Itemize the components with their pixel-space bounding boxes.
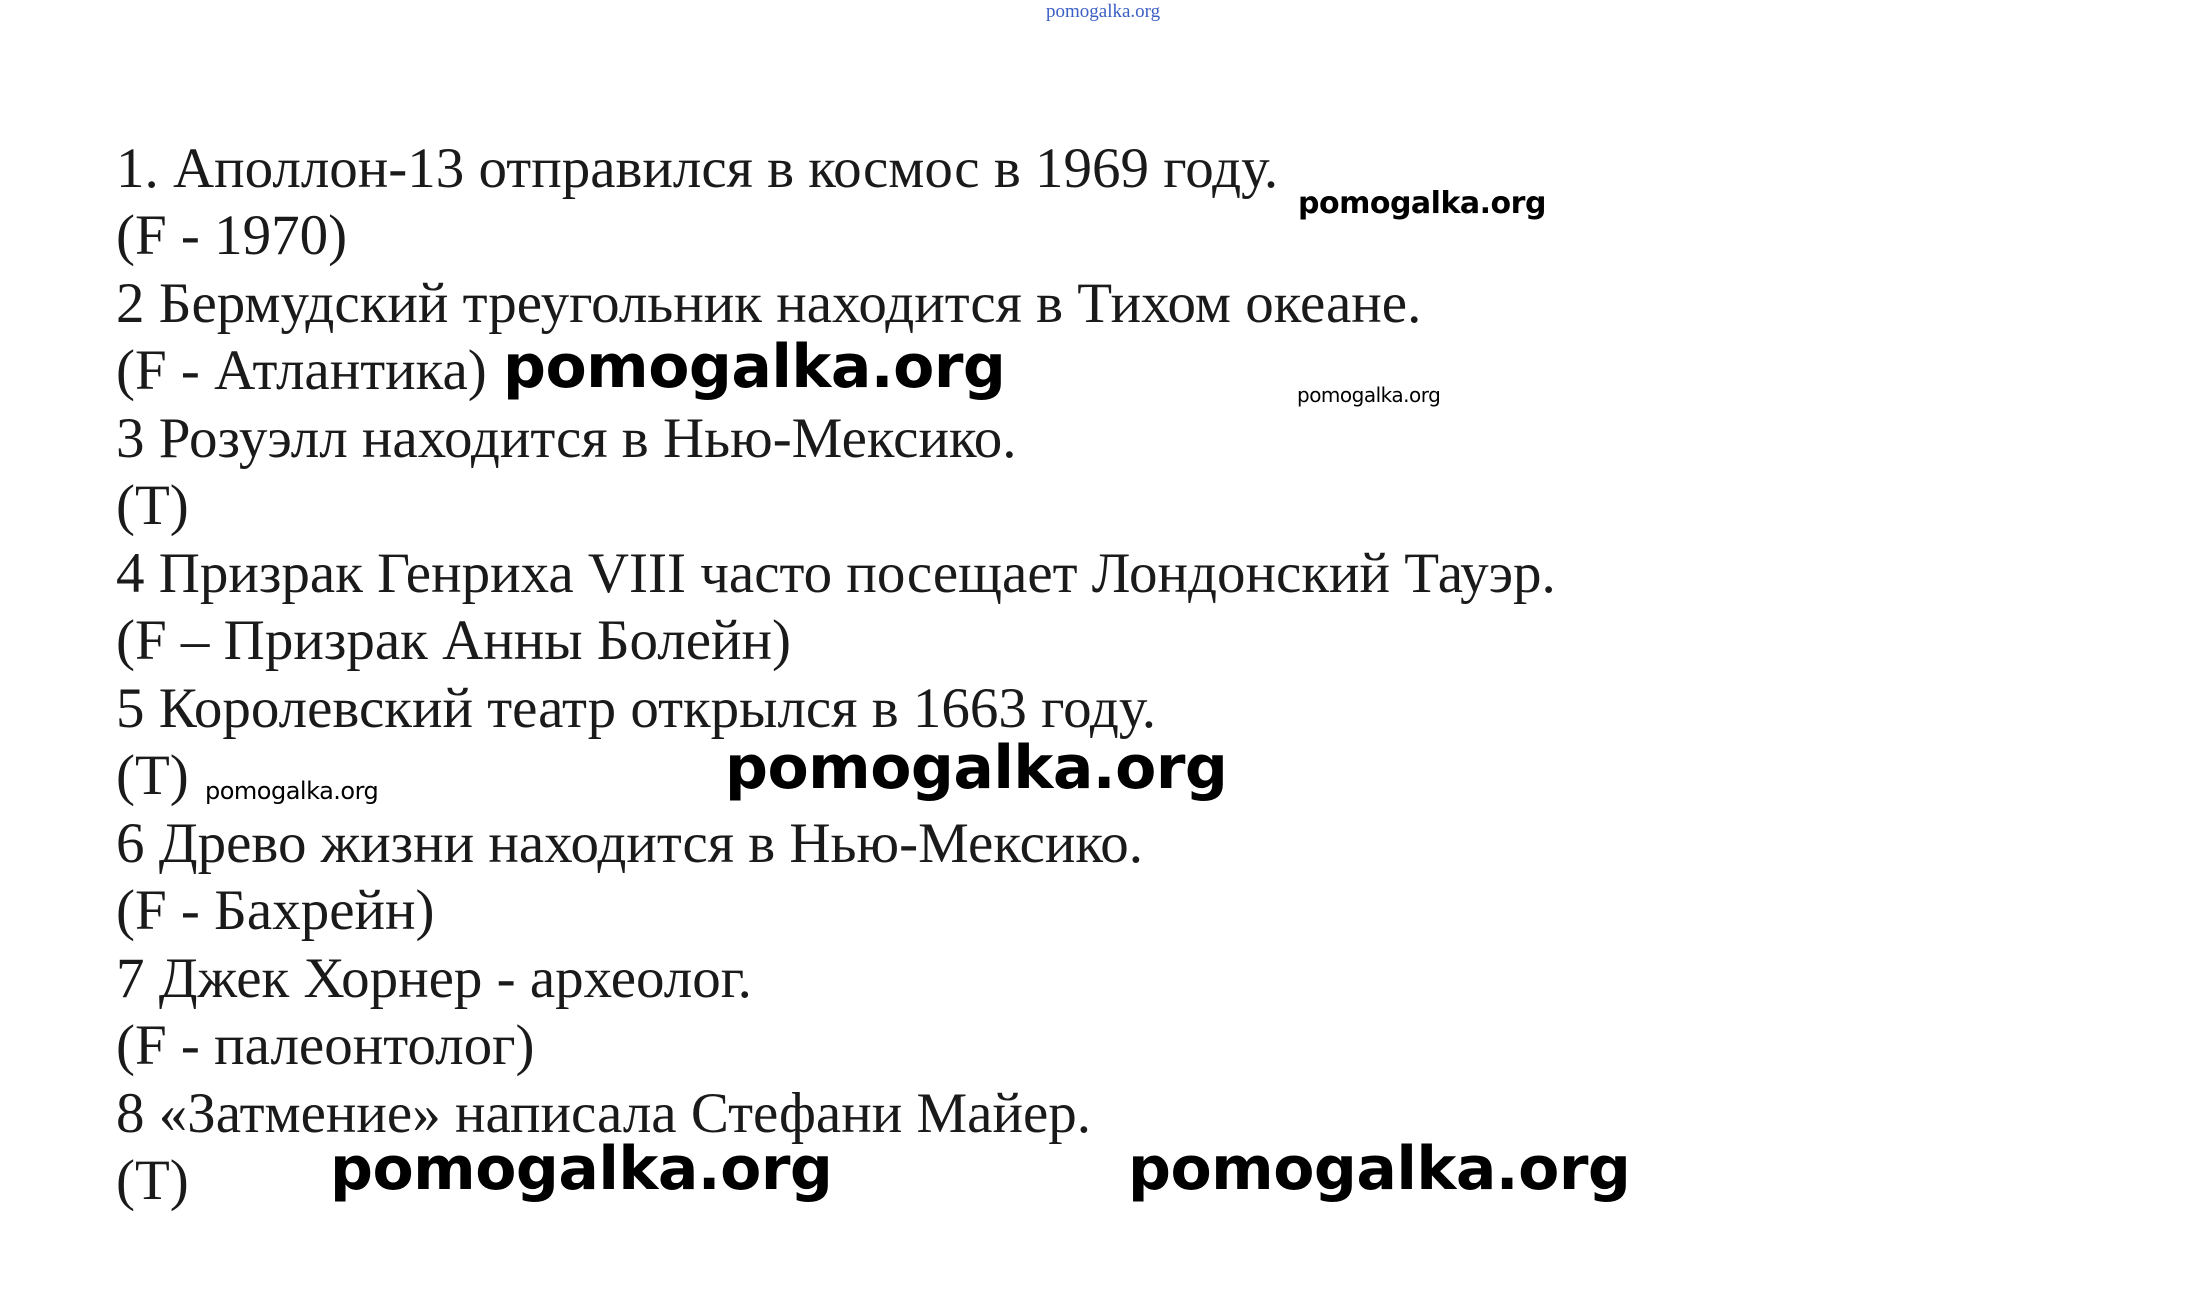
watermark: pomogalka.org: [503, 332, 1006, 402]
statement-3: 3 Розуэлл находится в Нью-Мексико.: [116, 407, 1017, 470]
answer-1: (F - 1970): [116, 204, 348, 267]
watermark: pomogalka.org: [725, 733, 1228, 803]
watermark-top: pomogalka.org: [1046, 1, 1161, 22]
statement-8: 8 «Затмение» написала Стефани Майер.: [116, 1082, 1092, 1145]
watermark: pomogalka.org: [205, 777, 379, 805]
watermark: pomogalka.org: [1128, 1134, 1631, 1204]
statement-5: 5 Королевский театр открылся в 1663 году.: [116, 677, 1156, 740]
watermark: pomogalka.org: [330, 1134, 833, 1204]
answer-4: (F – Призрак Анны Болейн): [116, 609, 792, 672]
statement-2: 2 Бермудский треугольник находится в Тихом океане.: [116, 272, 1422, 335]
answer-6: (F - Бахрейн): [116, 879, 435, 942]
statement-1: 1. Аполлон-13 отправился в космос в 1969 году.: [116, 137, 1279, 200]
watermark: pomogalka.org: [1297, 383, 1441, 407]
watermark: pomogalka.org: [1298, 186, 1546, 221]
answer-7: (F - палеонтолог): [116, 1014, 535, 1077]
statement-4: 4 Призрак Генриха VIII часто посещает Лондонский Тауэр.: [116, 542, 1556, 605]
statement-6: 6 Древо жизни находится в Нью-Мексико.: [116, 812, 1143, 875]
answer-3: (T): [116, 474, 189, 537]
statement-7: 7 Джек Хорнер - археолог.: [116, 947, 752, 1010]
answer-2: (F - Атлантика): [116, 339, 487, 402]
answer-5: (T): [116, 744, 189, 807]
answer-8: (T): [116, 1149, 189, 1212]
